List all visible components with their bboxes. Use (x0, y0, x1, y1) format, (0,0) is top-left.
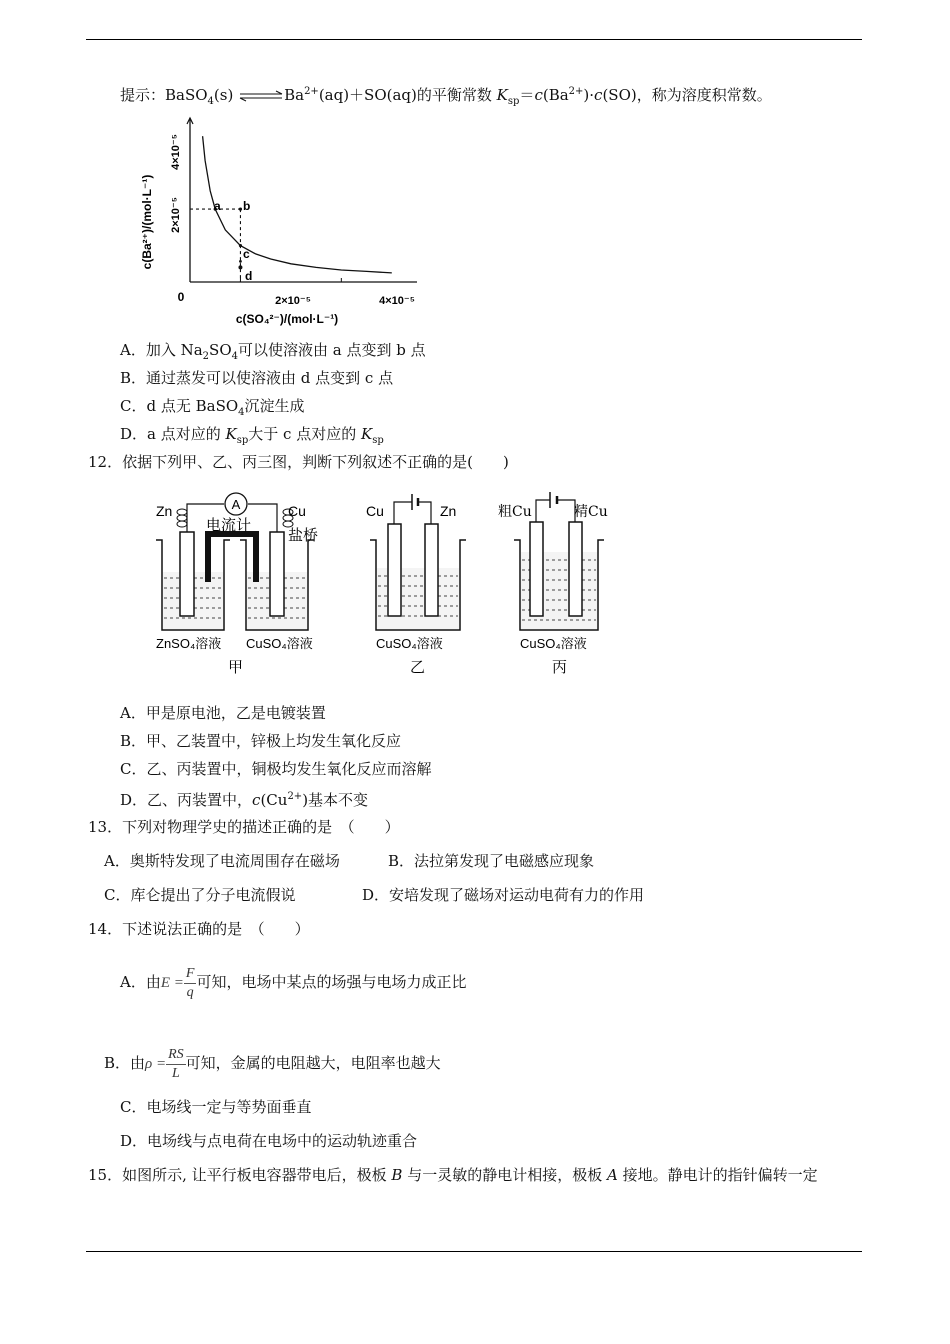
wire-bing (536, 500, 575, 522)
q13-option-d: D．安培发现了磁场对运动电荷有力的作用 (362, 886, 645, 904)
cell-jia (156, 493, 318, 676)
y-tick-label-top: 4×10⁻⁵ (170, 134, 182, 170)
q12-figure (150, 490, 630, 680)
zn-label-jia: Zn (156, 503, 173, 519)
q14-stem: 14．下述说法正确的是 （ ） (88, 920, 310, 938)
point-d-label: d (245, 269, 253, 283)
q12-option-c: C．乙、丙装置中，铜极均发生氧化反应而溶解 (120, 760, 432, 778)
solution-label-cuso4: CuSO₄溶液 (246, 636, 313, 651)
x-tick-label-2: 4×10⁻⁵ (379, 295, 415, 307)
figure-label-jia: 甲 (228, 658, 244, 676)
crude-cu-label: 粗Cu (498, 504, 532, 520)
pure-cu-electrode (569, 522, 582, 616)
ksp-curve (203, 136, 392, 273)
q13-option-a: A．奥斯特发现了电流周围存在磁场 (104, 852, 340, 870)
point-c-label: c (243, 247, 250, 261)
q11-option-b: B．通过蒸发可以使溶液由 d 点变到 c 点 (120, 369, 394, 387)
q15-stem: 15．如图所示, 让平行板电容器带电后，极板 B 与一灵敏的静电计相接，极板 A 接地。静电计的指针偏转一定 (88, 1166, 818, 1184)
figure-label-bing: 丙 (552, 658, 568, 676)
q14-option-a: A．由E = $\frac{F}{q}$ 可知，电场中某点的场强与电场力成正比 (120, 965, 467, 1000)
zn-electrode-yi (425, 524, 438, 616)
cell-yi (366, 494, 466, 676)
q13-stem: 13．下列对物理学史的描述正确的是 （ ） (88, 818, 400, 836)
point-b (239, 208, 242, 211)
y-axis-label: c(Ba²⁺)/(mol·L⁻¹) (140, 174, 154, 270)
wire-right (248, 504, 277, 532)
q13-option-b: B．法拉第发现了电磁感应现象 (388, 852, 595, 870)
cu-electrode-yi (388, 524, 401, 616)
cu-label-yi: Cu (366, 503, 384, 519)
cu-electrode (270, 532, 284, 616)
y-tick-label-mid: 2×10⁻⁵ (170, 197, 182, 233)
hint-line: 提示：BaSO$_4$(s) $Ba^{2+}(aq)+SO(aq)$的平衡常数 $K_{sp}=c(Ba^{2+})\cdot c(SO)$，称为溶度积常数。 (120, 86, 772, 107)
point-a-label: a (214, 199, 221, 213)
point-d (238, 265, 242, 269)
cu-label-jia: Cu (288, 503, 306, 519)
q11-option-c: C．d 点无 BaSO$_4$沉淀生成 (120, 397, 305, 418)
header-rule (86, 39, 862, 40)
point-c (239, 244, 242, 247)
q14-option-c: C．电场线一定与等势面垂直 (120, 1098, 312, 1116)
q11-option-d: D．a 点对应的 $K_{sp}$大于 c 点对应的 $K_{sp}$ (120, 425, 384, 446)
x-tick-label-1: 2×10⁻⁵ (275, 295, 311, 307)
q14-option-b: B．由ρ = $\frac{RS}{L}$ 可知，金属的电阻越大，电阻率也越大 (104, 1046, 441, 1081)
pure-cu-label: 精Cu (574, 504, 608, 520)
salt-bridge-label: 盐桥 (288, 526, 319, 544)
q12-stem: 12．依据下列甲、乙、丙三图，判断下列叙述不正确的是( ) (88, 453, 509, 471)
resistivity-symbol: ρ (145, 1056, 153, 1072)
origin-label: 0 (177, 290, 185, 304)
zn-label-yi: Zn (440, 503, 457, 519)
equilibrium-arrow-icon (238, 90, 284, 102)
q12-option-b: B．甲、乙装置中，锌极上均发生氧化反应 (120, 732, 402, 750)
solution-label-yi: CuSO₄溶液 (376, 636, 443, 651)
cell-bing (498, 492, 608, 676)
footer-rule (86, 1251, 862, 1252)
fraction-f-over-q: $\frac{F}{q}$ (185, 965, 195, 1000)
ksp-chart (135, 112, 435, 334)
q14-option-d: D．电场线与点电荷在电场中的运动轨迹重合 (120, 1132, 418, 1150)
q12-option-a: A．甲是原电池，乙是电镀装置 (120, 704, 326, 722)
field-strength-symbol: E (160, 975, 171, 991)
fraction-rs-over-l: $\frac{RS}{L}$ (168, 1046, 184, 1081)
q13-option-c: C．库仑提出了分子电流假说 (104, 886, 296, 904)
zn-electrode (180, 532, 194, 616)
galvanometer-label: 电流计 (206, 516, 252, 534)
q11-option-a: A．加入 $Na_2SO_4$可以使溶液由 a 点变到 b 点 (120, 341, 426, 362)
point-d-marker (239, 260, 242, 263)
ammeter-label: A (231, 497, 241, 512)
solution-label-bing: CuSO₄溶液 (520, 636, 587, 651)
figure-label-yi: 乙 (410, 658, 426, 676)
point-b-label: b (243, 199, 251, 213)
solution-label-znso4: ZnSO₄溶液 (156, 636, 222, 651)
q12-option-d: D．乙、丙装置中，$c(Cu^{2+})$基本不变 (120, 791, 369, 809)
crude-cu-electrode (530, 522, 543, 616)
x-axis-label: c(SO₄²⁻)/(mol·L⁻¹) (235, 312, 339, 326)
